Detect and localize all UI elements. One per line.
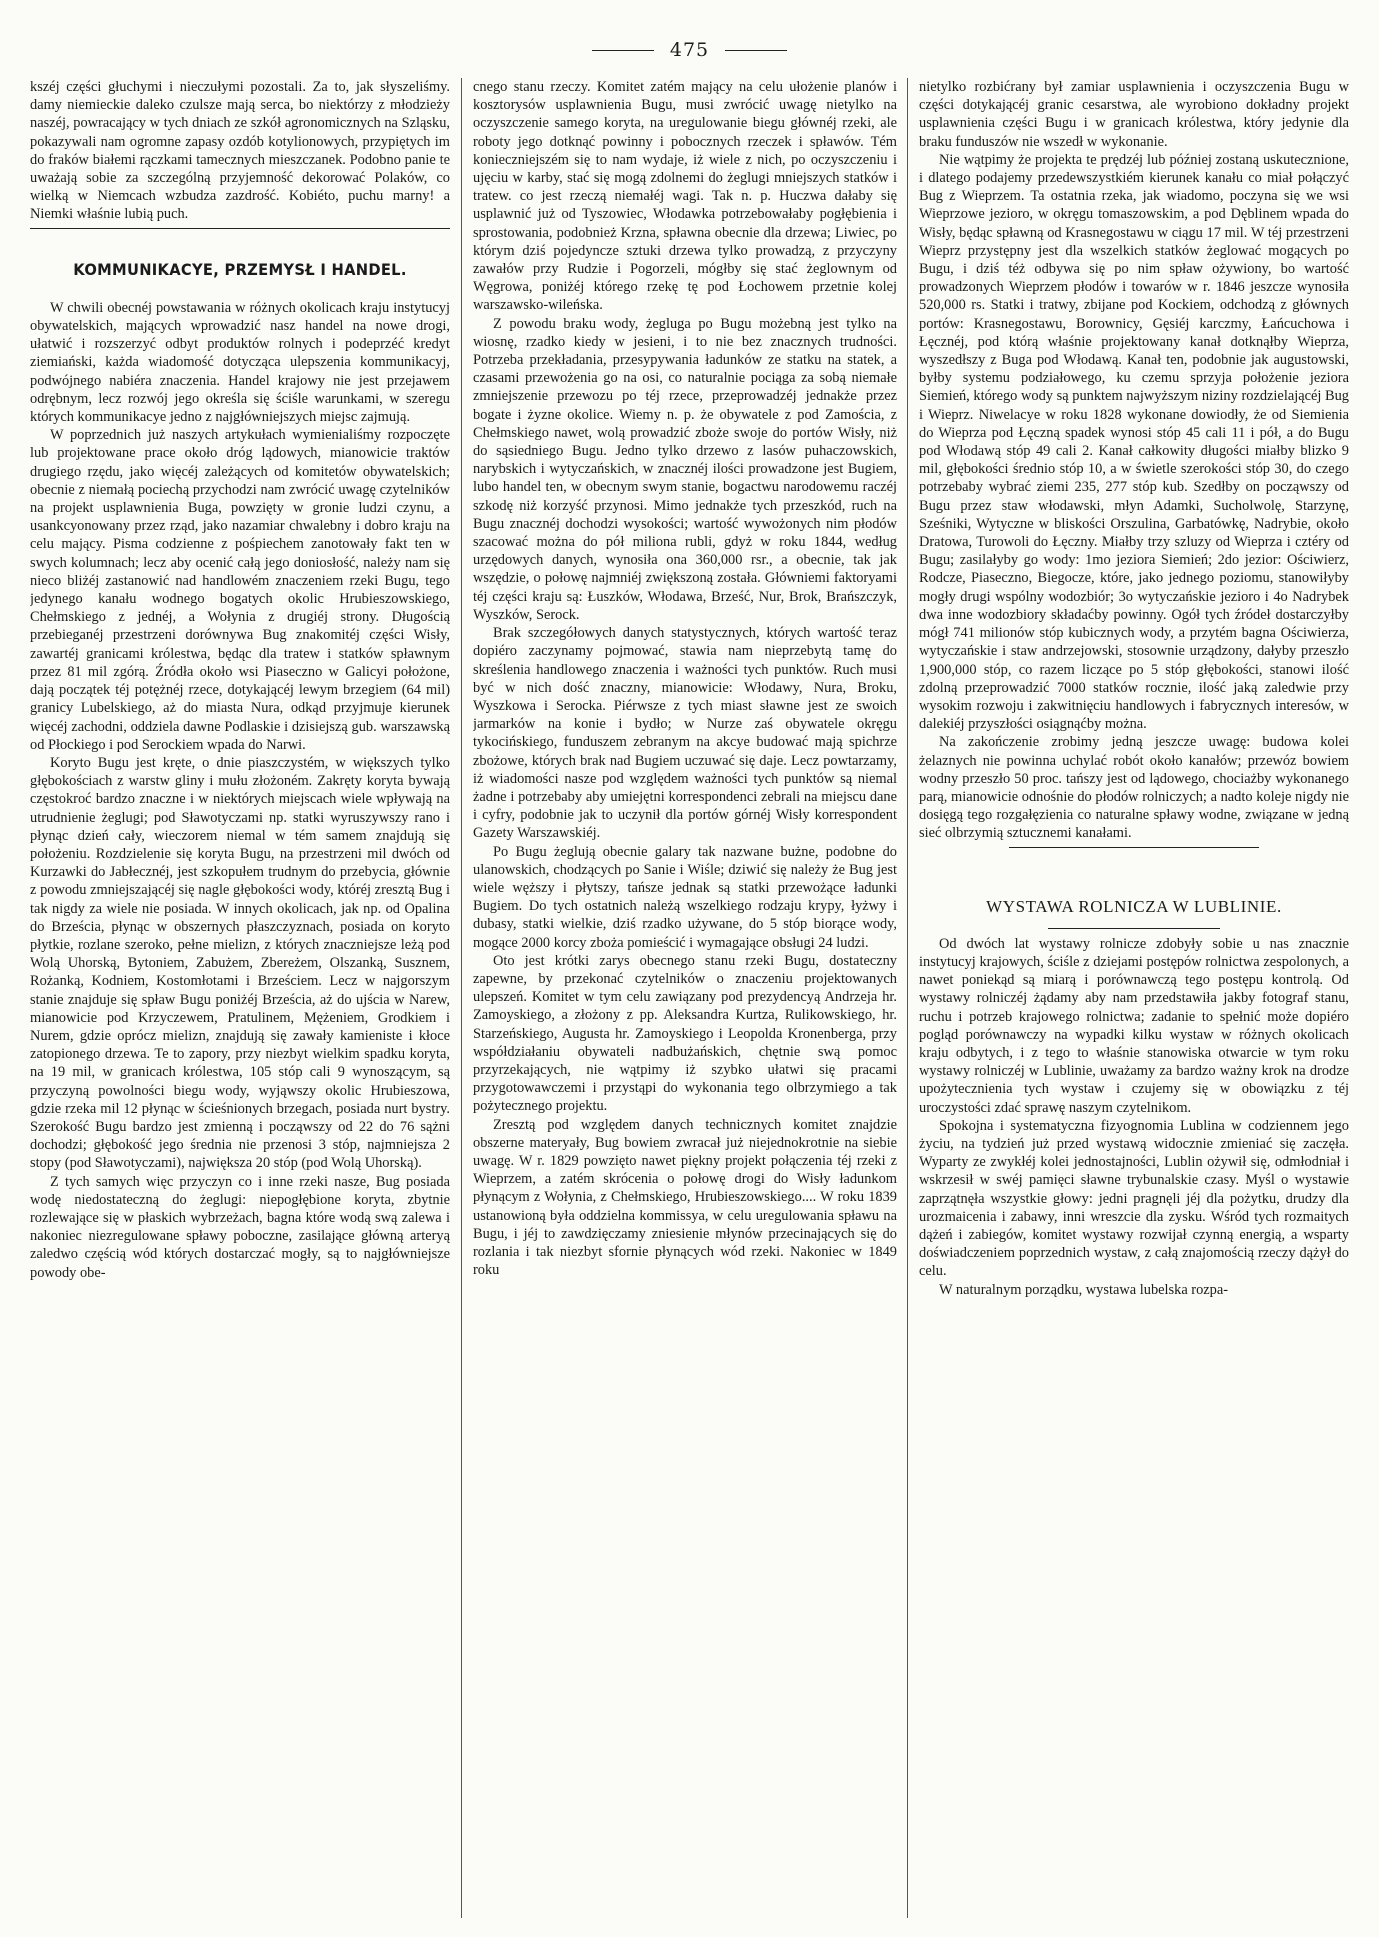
column-2 <box>473 78 897 1918</box>
article-paragraph: W naturalnym porządku, wystawa lubelska rozpa- <box>939 1281 1229 1298</box>
page-number: 475 <box>669 39 710 61</box>
article-paragraph: Spokojna i systematyczna fizyognomia Lublina w codziennem jego życiu, na tydzień już przed wystawą widocznie zmieniać się zaczęła. Wyparty ze zwykłéj kolei jednostajności, Lublin ożywił się, odmłodniał i wskrzesił w swéj pamięci sławne trybunalskie czasy. Myśl o wystawie zaprzątnęła wszystkie głowy: jedni pragnęli jéj dla pożytku, drudzy dla urozmaicenia i zabawy, inni wreszcie dla zysku. Wśród tych rozmaitych dążeń i zabiegów, komitet wystawy rozwijał czynną energią, a wsparty doświadczeniem poprzednich wystaw, z całą znajomością rzeczy dążył do celu. <box>919 1117 1349 1280</box>
article-paragraph: Koryto Bugu jest kręte, o dnie piaszczystém, w większych tylko głębokościach z warstw gliny i mułu złożoném. Zakręty koryta bywają częstokroć bardzo znaczne i w niektórych miejscach wiele wpływają na utrudnienie żeglugi; pod Sławotyczami np. statki wyruszywszy rano i płynąc dzień cały, wieczorem niemal w tém samem znajdują się położeniu. Rozdzielenie się koryta Bugu, na przestrzeni mil dwóch od Kurzawki do Jabłecznéj, jest szkopułem trudnym do przebycia, głównie z powodu zmniejszającéj się nagle głębokości wody, któréj zresztą Bug i tak nigdy za wiele nie posiada. W innych okolicach, jak np. od Opalina do Brześcia, płynąc w obszernych płaszczyznach, posiada on koryto płytkie, rozlane szeroko, pełne mielizn, z których znaczniejsze leżą pod Wolą Uhorską, Bytoniem, Zabużem, Zbereżem, Olszanką, Susznem, Rożanką, Kodniem, Kostomłotami i Brześciem. Lecz w najgorszym stanie znajduje się spław Bugu poniżéj Brześcia, aż do ujścia w Narew, mianowicie pod Krzyczewem, Pratulinem, Mężeniem, Grodkiem i Nurem, gdzie oprócz mielizn, znajdują się zawały kamieniste i kłoce zatopionego drzewa. Te to zapory, przy niezbyt wielkim spadku koryta, na 19 mil, w granicach królestwa, 105 stóp cali 9 wynoszącym, są przyczyną powolności biegu wody, wyjąwszy okolic Hrubieszowa, gdzie rzeka mil 12 płynąc w ścieśnionych brzegach, posiada nurt bystry. Szerokość Bugu bardzo jest zmienną i począwszy od 22 do 76 sążni dochodzi; głębokość jego średnia nie przenosi 3 stóp, najmniejsza 2 stopy (pod Sławotyczami), największa 20 stóp (pod Wolą Uhorską). <box>30 754 450 1172</box>
column-1 <box>30 78 450 1918</box>
continued-paragraph: kszéj części głuchymi i nieczułymi pozostali. Za to, jak słyszeliśmy. damy niemieckie daleko czulsze mają serca, bo niektórzy z młodzieży naszéj, powracający w tych dniach ze szkół agronomicznych na Szląsku, pokazywali nam ogromne zapasy ozdób kotylionowych, przypiętych im do fraków białemi rączkami tamecznych mieszczanek. Podobno panie te uważają sobie za szczególną przyjemność dekorować Polaków, co wielką w Niemcach wzbudza zazdrość. Kobiéto, puchu marny! a Niemki właśnie lubią puch. <box>30 79 450 223</box>
article-paragraph: Nie wątpimy że projekta te prędzéj lub później zostaną uskutecznione, i dlatego podajemy przedewszystkiém kierunek kanału co miał połączyć Bug z Wieprzem. Ta ostatnia rzeka, jak wiadomo, poczyna się we wsi Wieprzowe jezioro, w okręgu tomaszowskim, a pod Dęblinem wpada do Wisły, będąc spławną od Krasnegostawu w ciągu 17 mil. W téj przestrzeni Wieprz przystępny jest dla wszelkich statków żeglować mogących po Bugu, i dziś téż odbywa się po nim spław ożywiony, bo wartość prowadzonych Wieprzem płodów i towarów w r. 1846 jeszcze wynosiła 520,000 rs. Statki i tratwy, zbijane pod Kockiem, odchodzą z głównych portów: Krasnegostawu, Borownicy, Gęsiéj karczmy, Łańcuchowa i Łęcznéj, pod którą właśnie projektowany kanał dotknąłby Wieprza, wyszedłszy z Buga pod Włodawą. Kanał ten, podobnie jak augustowski, byłby systemu podziałowego, ku czemu sprzyja położenie jeziora Siemień, którego wody są punktem najwyższym niziny rozdzielającéj Bug i Wieprz. Niwelacye w roku 1828 wykonane dowiodły, że od Siemienia do Wieprza pod Łęczną spadek wynosi stóp 45 cali 11 i pół, a do Bugu pod Włodawą stóp 49 cali 2. Kanał całkowity długości miałby blizko 9 mil, głębokości średnio stóp 10, a w świetle szerokości stóp 30, do czego potrzebaby wybrać ziemi 235, 277 stóp kub. Szedłby on począwszy od Bugu przez staw włodawski, młyn Adamki, Sucholwolę, Starzynę, Sześniki, Wytyczne w bliskości Orszulina, Garbatówkę, Nadrybie, około Dratowa, Turowoli do Łęczny. Miałby trzy szluzy od Wieprza i cztéry od Bugu; zasilałyby go wody: 1mo jeziora Siemień; 2do jezior: Ościwierz, Rodcze, Piaseczno, Biegocze, które, jako jednego poziomu, stanowiłyby mogły drugi wspólny wodozbiór; 3o wytyczańskie jezioro i 4o Nadrybek dwa inne wodozbiory składaćby powinny. Ogół tych źródeł dostarczyłby mógł 741 milionów stóp kubicznych wody, a przytém bagna Ościwierza, wytyczańskie i staw andrzejowski, stosownie urządzony, dałyby przeszło 1,900,000 stóp, co razem liczące po 5 stóp głębokości, stanowi ilość zdolną przeprowadzić 7000 statków rocznie, ilość jaką zaledwie przy wysokim rozwoju i zakwitnięciu handlowych i fabrycznych interesów, w dalekiéj przyszłości osiągnąćby można. <box>919 151 1349 733</box>
article-columns <box>30 78 1349 1918</box>
article-paragraph: Od dwóch lat wystawy rolnicze zdobyły sobie u nas znacznie instytucyj krajowych, ściśle z dziejami postępów rolnictwa zespolonych, a nawet poniekąd są miarą i porównawczą tego postępu kontrolą. Od wystawy rolniczéj żądamy aby nam przedstawiła jakby fotograf stanu, ruchu i potrzeb krajowego rolnictwa; zadanie to spełnić może dopiéro pogląd porównawczy na wypadki kilku wystaw w różnych okolicach kraju odbytych, i z tego to właśnie stanowiska otwarcie w tym roku wystawy rolniczéj w Lublinie, uważamy za bardzo ważny krok na drodze upożytecznienia tych wystaw i czujemy się w obowiązku z téj uroczystości zdać sprawę naszym czytelnikom. <box>919 935 1349 1116</box>
article-paragraph: Na zakończenie zrobimy jedną jeszcze uwagę: budowa kolei żelaznych nie powinna uchylać robót około kanałów; przewóz bowiem wodny przeszło 50 proc. tańszy jest od lądowego, chociażby wykonanego parą, mianowicie odnośnie do płodów rolniczych; a nadto koleje nigdy nie dosięgą tego rozgałęzienia co naturalne spławy wodne, związane w jedną sieć olbrzymią sztucznemi kanałami. <box>919 734 1349 842</box>
article-paragraph: nietylko rozbićrany był zamiar usplawnienia i oczyszczenia Bugu w części dotykającéj granic cesarstwa, ale wyrobiono dokładny projekt usplawnienia części Bugu i w granicach królestwa, który jedynie dla braku funduszów nie wszedł w wykonanie. <box>919 79 1349 150</box>
section-divider <box>30 228 450 229</box>
article-paragraph: cnego stanu rzeczy. Komitet zatém mający na celu ułożenie planów i kosztorysów usplawnienia Bugu, musi zwrócić uwagę nietylko na oczyszczenie samego koryta, na uregulowanie biegu głównéj rzeki, ale roboty jego dotknąć powinny i pobocznych rzeczek i spławów. Tém konieczniejszém się to nam wydaje, iż wiele z nich, po oczyszczeniu i ujęciu w karby, stać się mogą zdolnemi do żeglugi mniejszych statków i tratew. co jest rzeczą niemałéj wagi. Tak n. p. Huczwa dałaby się usplawnić już od Tyszowiec, Włodawka potrzebowałaby pogłębienia i sprostowania, podobnież Krzna, spławna obecnie dla drzewa; Liwiec, po którym dziś pojedyncze sztuki drzewa tylko prowadzą, z przyczyny zawałów przy Rudzie i Pogorzeli, mógłby się stać żeglownym od Węgrowa, poniżéj którego rzekę tę pod Łochowem przetnie kolej warszawsko-wileńska. <box>473 79 897 314</box>
header-rule-right <box>725 50 787 51</box>
header-rule-left <box>592 50 654 51</box>
article-paragraph: W chwili obecnéj powstawania w różnych okolicach kraju instytucyj obywatelskich, mających wprowadzić nasz handel na nowe drogi, ułatwić i rozszerzyć odbyt produktów rolnych i podeprzéć kredyt ziemiański, każda wiadomość dotycząca ulepszenia kommunikacyj, podwójnego nabiéra znaczenia. Handel krajowy nie jest przejawem odrębnym, lecz rozwój jego określa się ściśle warunkami, w szeregu których kommunikacye jedno z najgłówniejszych miejsc zajmują. <box>30 299 450 426</box>
section-title-kommunikacye: KOMMUNIKACYE, PRZEMYSŁ I HANDEL. <box>73 259 407 279</box>
article-paragraph: W poprzednich już naszych artykułach wymienialiśmy rozpoczęte lub projektowane prace około dróg lądowych, mianowicie traktów drugiego rzędu, jako więcéj zależących od komitetów obywatelskich; obecnie z niemałą pociechą przychodzi nam zwrócić uwagę czytelników na projekt usplawnienia Buga, powzięty w gronie ludzi czynu, a usankcyonowany przez rząd, jako nazamiar chwalebny i dobro kraju na celu mający. Pisma codzienne z pośpiechem zanotowały fakt ten w swych kolumnach; lecz aby ocenić całą jego doniosłość, należy nam się nieco bliżéj zastanowić nad handlowém znaczeniem rzeki Bugu, tego jedynego kanału wodnego bogatych okolic Hrubieszowskiego, Chełmskiego z jednéj, a Wołynia z drugiéj strony. Długością przebieganéj przestrzeni dorównywa Bug znakomitéj części Wisły, zawartéj granicami królestwa, będąc dla tratew i statków spławnym przez 81 mil zgórą. Źródła około wsi Piaseczno w Galicyi położone, dają początek téj potężnéj rzece, dotykającéj lewym brzegiem (64 mil) granicy Lubelskiego, aż do miasta Nura, odkąd przyjmuje kierunek więcéj zachodni, oddziela dawne Podlaskie i dzisiejszą gub. warszawską od Płockiego i pod Serockiem wpada do Narwi. <box>30 427 450 753</box>
column-3 <box>919 78 1349 1918</box>
article-paragraph: Z tych samych więc przyczyn co i inne rzeki nasze, Bug posiada wodę niedostateczną do żeglugi: niepogłębione koryta, zbytnie rozlewające się w płaskich wybrzeżach, bagna które wodą swą zalewa i nakoniec niezregulowane spławy poboczne, zasilające główną arteryą zaledwo częścią wód których dostarczać mogły, są to najgłówniejsze powody obe- <box>30 1173 450 1281</box>
column-divider <box>461 78 462 1918</box>
section-title-wystawa: WYSTAWA ROLNICZA W LUBLINIE. <box>986 896 1282 916</box>
article-paragraph: Brak szczegółowych danych statystycznych, których wartość teraz dopiéro zaczynamy pojmować, stawia nam nieprzebytą tamę do skreślenia handlowego znaczenia i ważności tych punktów. Ruch musi być w nich dość znaczny, mianowicie: Włodawy, Nura, Broku, Wyszkowa i Serocka. Piérwsze z tych miast sławne jest ze swoich jarmarków na konie i bydło; w Nurze zaś obywatele okręgu tykocińskiego, funduszem zebranym na akcye budować mają spichrze zbożowe, których brak nad Bugiem uczuwać się daje. Lecz powtarzamy, iż wiadomości nasze pod względem ważności tych punktów są niemal żadne i potrzebaby aby umiejętni korrespondenci zebrali na miejscu dane i cyfry, podobnie jak to uczynił dla portów górnéj Wisły korrespondent Gazety Warszawskiéj. <box>473 625 897 842</box>
article-paragraph: Zresztą pod względem danych technicznych komitet znajdzie obszerne materyały, Bug bowiem zwracał już niejednokrotnie na siebie uwagę. W r. 1829 powzięto nawet piękny projekt połączenia téj rzeki z Wieprzem, a zatém skrócenia o połowę drogi do Wisły ładunkom płynącym z Wołynia, z Chełmskiego, Hrubieszowskiego.... W roku 1839 ustanowioną była oddzielna kommissya, w celu uregulowania spławu na Bugu, i jéj to zawdzięczamy zniesienie młynów przecinających się do rozlania i tak niezbyt sfornie płynących wód rzeki. Nakoniec w 1849 roku <box>473 1116 897 1279</box>
article-paragraph: Oto jest krótki zarys obecnego stanu rzeki Bugu, dostateczny zapewne, by przekonać czytelników o znaczeniu projektowanych ulepszeń. Komitet w tym celu zawiązany pod prezydencyą Andrzeja hr. Zamoyskiego, a złożony z pp. Aleksandra Kurtza, Rulikowskiego, hr. Starzeńskiego, Augusta hr. Zamoyskiego i Leopolda Kronenberga, przy współdziałaniu obywateli nadbużańskich, chętnie swą pomoc przyrzekających, nie wątpimy iż szybko ułatwi się pracami przygotowawczemi i przystąpi do wykonania tego olbrzymiego a tak pożytecznego projektu. <box>473 952 897 1115</box>
article-paragraph: Z powodu braku wody, żegluga po Bugu możebną jest tylko na wiosnę, rzadko kiedy w jesieni, i to nie bez znacznych trudności. Potrzeba przekładania, przesypywania ładunków ze statku na statek, a czasami przewożenia go na osi, co naturalnie pociąga za sobą niemałe zmniejszenie przewozu po téj rzece, przeprowadzéj jednakże przez bogate i żyzne okolice. Wiemy n. p. że obywatele z pod Zamościa, z Chełmskiego nawet, wolą prowadzić zboże swoje do portów Wisły, niż do sąsiedniego Bugu. Jedno tylko drzewo z lasów puhaczowskich, narybskich i wytyczańskich, w znacznéj ilości prowadzone jest Bugiem, lubo handel ten, w obecnym swym stanie, bogactwu narodowemu raczéj szkodę niż korzyść przynosi. Mimo jednakże tych przeszkód, ruch na Bugu znacznéj dochodzi wysokości; wartość wywożonych nim płodów szacować można do pół miliona rubli, gdyż w roku 1844, według urzędowych danych, wynosiła ona 360,000 rsr., a obecnie, tak jak wszędzie, o połowę najmniéj zwiększoną została. Główniemi faktoryami téj części kraju są: Łuszków, Włodawa, Brześć, Nur, Brok, Brańszczyk, Wyszków, Serock. <box>473 315 897 623</box>
column-divider <box>907 78 908 1918</box>
article-paragraph: Po Bugu żeglują obecnie galary tak nazwane bużne, podobne do ulanowskich, chodzących po Sanie i Wiśle; dziwić się należy że Bug jest wiele węższy i płytszy, tańsze jednak są statki przewożące ładunki Bugiem. Do tych ostatnich należą wszelkiego rodzaju krypy, łyżwy i dubasy, statki wielkie, dziś rzadko używane, do 5 stóp biorące wody, mogące 2000 korcy zboża pomieścić i wymagające obsługi 24 ludzi. <box>473 843 897 951</box>
section-divider <box>1009 847 1258 848</box>
page-header <box>0 30 1379 70</box>
title-underline <box>1048 928 1220 929</box>
